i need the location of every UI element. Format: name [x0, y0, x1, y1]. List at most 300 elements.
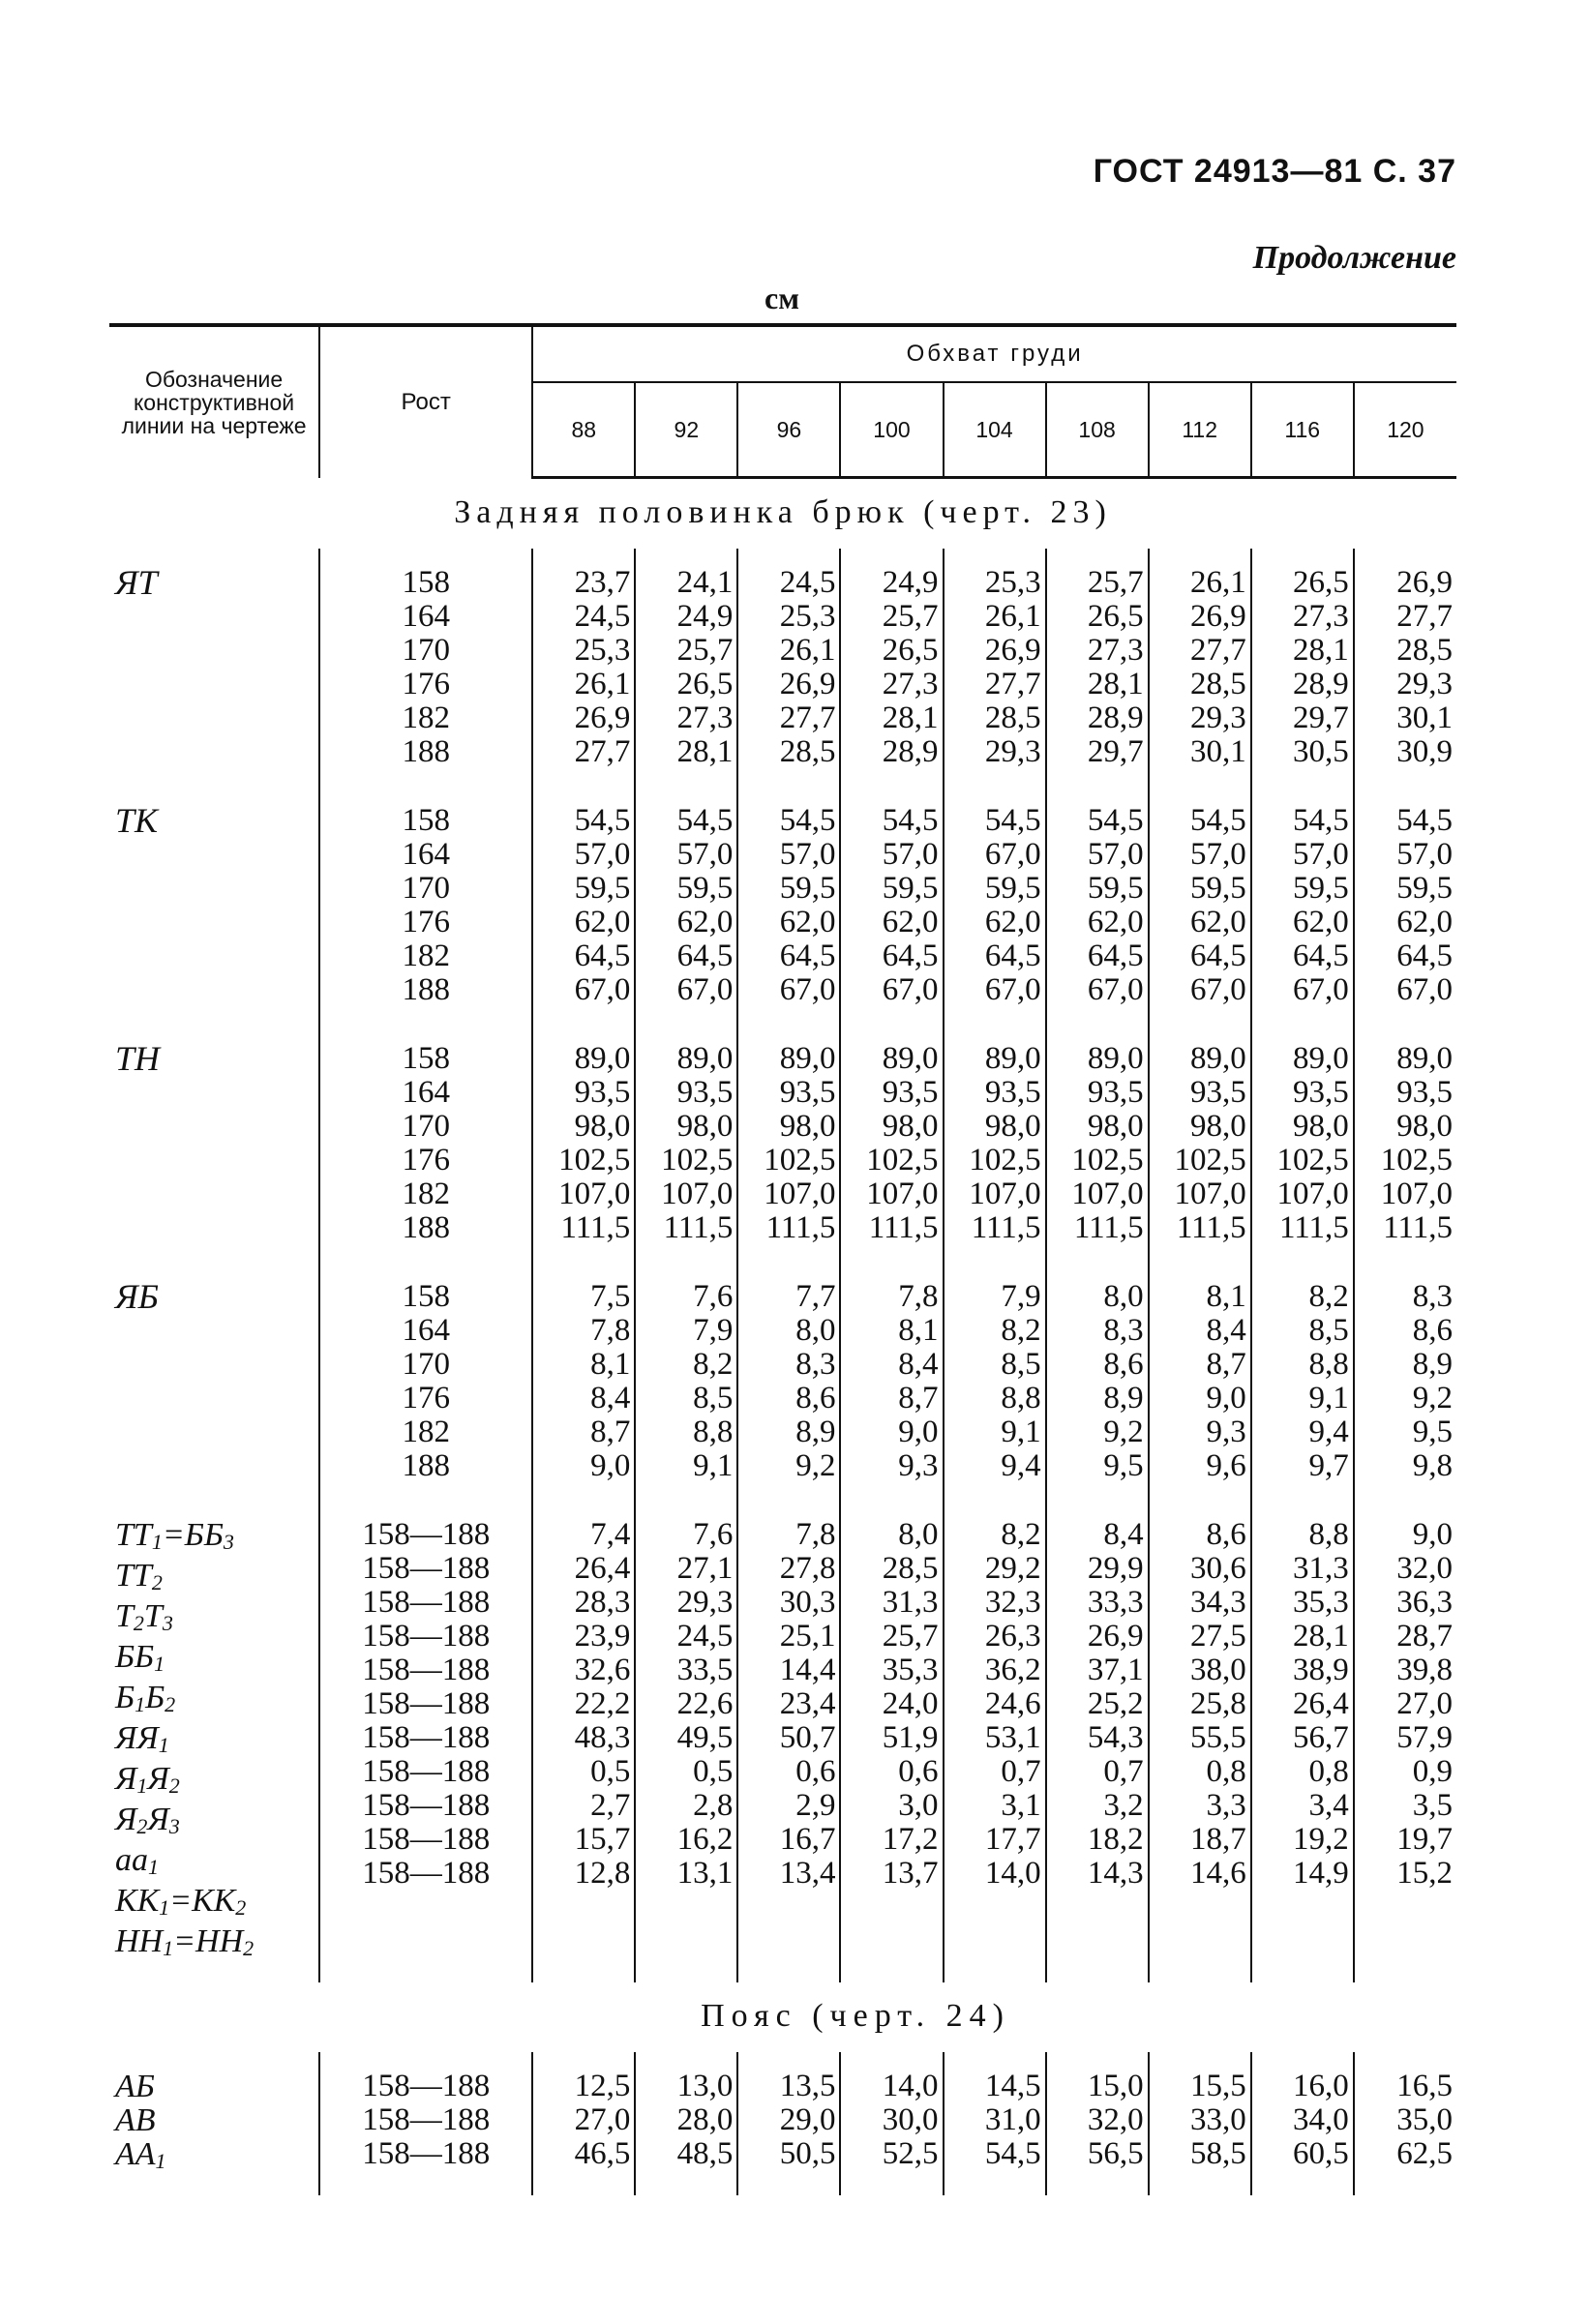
measure-value: 27,5: [1189, 1619, 1246, 1654]
measure-value: 13,7: [882, 1856, 939, 1891]
measure-value: 89,0: [1189, 1041, 1246, 1076]
measure-value: 9,0: [898, 1415, 939, 1449]
height-value: 176: [402, 667, 450, 701]
line-designation: ТТ1=ББ3: [115, 1517, 234, 1554]
measure-value: 8,1: [898, 1313, 939, 1348]
measure-value: 56,7: [1293, 1720, 1349, 1755]
measure-value: 8,2: [693, 1347, 734, 1382]
measure-value: 28,1: [1087, 667, 1144, 701]
measure-value: 36,2: [984, 1653, 1041, 1687]
measure-value: 59,5: [1189, 871, 1246, 906]
measure-value: 28,1: [1293, 633, 1349, 668]
measure-value: 2,7: [590, 1788, 631, 1823]
measure-value: 0,6: [898, 1754, 939, 1789]
measure-value: 2,8: [693, 1788, 734, 1823]
measure-value: 13,1: [676, 1856, 734, 1891]
measure-value: 8,1: [590, 1347, 631, 1382]
line-designation: АА1: [115, 2136, 166, 2173]
height-value: 164: [402, 599, 450, 634]
measure-value: 26,4: [1293, 1686, 1349, 1721]
measure-group: [109, 1025, 1456, 1263]
height-value: 176: [402, 1381, 450, 1415]
measure-value: 27,7: [1189, 633, 1246, 668]
measure-value: 13,0: [676, 2069, 734, 2103]
measure-value: 28,1: [882, 700, 939, 735]
chest-size-header: 88: [532, 382, 635, 478]
measure-value: 64,5: [984, 939, 1041, 973]
measure-value: 9,2: [1412, 1381, 1453, 1415]
measure-value: 62,0: [1293, 905, 1349, 939]
chest-size-header: 116: [1251, 382, 1354, 478]
measure-value: 89,0: [779, 1041, 836, 1076]
measure-value: 35,3: [1293, 1585, 1349, 1620]
measure-value: 98,0: [574, 1109, 631, 1144]
measure-value: 57,0: [1293, 837, 1349, 872]
measure-value: 8,4: [898, 1347, 939, 1382]
measure-value: 67,0: [676, 972, 734, 1007]
measure-value: 14,5: [984, 2069, 1041, 2103]
height-value: 158—188: [362, 2136, 491, 2171]
measure-value: 67,0: [882, 972, 939, 1007]
height-value: 158—188: [362, 1653, 491, 1687]
height-value: 158—188: [362, 1585, 491, 1620]
measure-value: 93,5: [676, 1075, 734, 1110]
measure-value: 8,8: [1001, 1381, 1041, 1415]
measure-value: 8,5: [1308, 1313, 1349, 1348]
height-value: 170: [402, 1347, 450, 1382]
measure-value: 51,9: [882, 1720, 939, 1755]
measure-value: 98,0: [1189, 1109, 1246, 1144]
chest-header: Обхват груди: [532, 325, 1456, 382]
measure-value: 0,7: [1103, 1754, 1144, 1789]
measure-value: 30,3: [779, 1585, 836, 1620]
measure-value: 8,4: [590, 1381, 631, 1415]
measure-value: 27,3: [676, 700, 734, 735]
measure-value: 27,7: [574, 734, 631, 769]
chest-size-header: 120: [1354, 382, 1456, 478]
measure-value: 102,5: [1174, 1143, 1246, 1177]
measure-value: 9,1: [693, 1448, 734, 1483]
measure-value: 18,7: [1189, 1822, 1246, 1857]
measure-value: 54,5: [882, 803, 939, 838]
measure-value: 64,5: [1396, 939, 1453, 973]
measure-value: 3,0: [898, 1788, 939, 1823]
measure-value: 52,5: [882, 2136, 939, 2171]
measure-value: 55,5: [1189, 1720, 1246, 1755]
chest-size-header: 112: [1149, 382, 1251, 478]
measure-value: 64,5: [1087, 939, 1144, 973]
measure-value: 31,0: [984, 2102, 1041, 2137]
measure-value: 26,1: [779, 633, 836, 668]
measure-value: 8,0: [795, 1313, 836, 1348]
height-value: 158—188: [362, 1720, 491, 1755]
measure-value: 3,3: [1206, 1788, 1246, 1823]
measure-value: 57,0: [574, 837, 631, 872]
measure-value: 16,0: [1293, 2069, 1349, 2103]
measure-value: 50,5: [779, 2136, 836, 2171]
measure-value: 48,5: [676, 2136, 734, 2171]
measure-value: 9,1: [1001, 1415, 1041, 1449]
measure-value: 8,0: [898, 1517, 939, 1552]
measure-value: 8,2: [1308, 1279, 1349, 1314]
measure-value: 30,0: [882, 2102, 939, 2137]
measure-value: 19,7: [1396, 1822, 1453, 1857]
measure-value: 8,6: [795, 1381, 836, 1415]
height-value: 158: [402, 1279, 450, 1314]
measure-value: 7,5: [590, 1279, 631, 1314]
measure-value: 17,2: [882, 1822, 939, 1857]
measure-value: 62,0: [574, 905, 631, 939]
line-designation: ЯБ: [109, 1263, 319, 1501]
measure-value: 24,0: [882, 1686, 939, 1721]
measure-value: 98,0: [779, 1109, 836, 1144]
line-designation: ЯЯ1: [115, 1720, 169, 1757]
measure-value: 23,9: [574, 1619, 631, 1654]
measure-value: 102,5: [1071, 1143, 1144, 1177]
height-value: 158: [402, 803, 450, 838]
measure-value: 8,6: [1206, 1517, 1246, 1552]
measure-value: 54,5: [1087, 803, 1144, 838]
line-designation: аа1: [115, 1842, 159, 1879]
measure-value: 31,3: [882, 1585, 939, 1620]
line-designation: НН1=НН2: [115, 1923, 255, 1960]
measure-value: 107,0: [969, 1177, 1041, 1211]
measure-value: 93,5: [574, 1075, 631, 1110]
measure-value: 24,5: [779, 565, 836, 600]
measure-value: 98,0: [1396, 1109, 1453, 1144]
measure-value: 27,1: [676, 1551, 734, 1586]
height-value: 158—188: [362, 1686, 491, 1721]
measure-value: 0,9: [1412, 1754, 1453, 1789]
measure-value: 9,4: [1308, 1415, 1349, 1449]
line-designation: АБ: [115, 2069, 155, 2104]
measure-value: 8,1: [1206, 1279, 1246, 1314]
measure-value: 59,5: [1087, 871, 1144, 906]
measure-value: 25,3: [779, 599, 836, 634]
measure-value: 59,5: [882, 871, 939, 906]
height-value: 158—188: [362, 1517, 491, 1552]
measure-value: 89,0: [676, 1041, 734, 1076]
measure-value: 32,6: [574, 1653, 631, 1687]
measure-value: 31,3: [1293, 1551, 1349, 1586]
measure-value: 107,0: [1276, 1177, 1349, 1211]
measure-value: 8,6: [1103, 1347, 1144, 1382]
measure-value: 64,5: [1293, 939, 1349, 973]
measure-value: 26,9: [984, 633, 1041, 668]
measure-value: 111,5: [1176, 1210, 1246, 1245]
measure-value: 98,0: [1293, 1109, 1349, 1144]
measure-value: 111,5: [868, 1210, 939, 1245]
measure-value: 89,0: [984, 1041, 1041, 1076]
measure-value: 14,6: [1189, 1856, 1246, 1891]
measure-value: 9,4: [1001, 1448, 1041, 1483]
measure-value: 28,3: [574, 1585, 631, 1620]
measure-value: 64,5: [676, 939, 734, 973]
measure-value: 107,0: [866, 1177, 939, 1211]
measure-value: 25,7: [1087, 565, 1144, 600]
measure-value: 8,8: [693, 1415, 734, 1449]
height-value: 182: [402, 1177, 450, 1211]
measure-value: 22,6: [676, 1686, 734, 1721]
measure-value: 14,3: [1087, 1856, 1144, 1891]
chest-size-header: 92: [635, 382, 737, 478]
measure-value: 16,2: [676, 1822, 734, 1857]
measure-value: 102,5: [1276, 1143, 1349, 1177]
measure-value: 8,3: [795, 1347, 836, 1382]
measure-value: 29,7: [1087, 734, 1144, 769]
measure-value: 9,5: [1103, 1448, 1144, 1483]
measure-value: 111,5: [663, 1210, 734, 1245]
measure-value: 24,9: [676, 599, 734, 634]
height-value: 188: [402, 734, 450, 769]
measure-value: 14,0: [984, 1856, 1041, 1891]
measure-value: 89,0: [1293, 1041, 1349, 1076]
measure-value: 7,9: [693, 1313, 734, 1348]
measure-value: 15,0: [1087, 2069, 1144, 2103]
measure-value: 9,7: [1308, 1448, 1349, 1483]
measure-value: 28,7: [1396, 1619, 1453, 1654]
measure-value: 59,5: [984, 871, 1041, 906]
measure-value: 30,1: [1189, 734, 1246, 769]
measure-value: 98,0: [1087, 1109, 1144, 1144]
measure-value: 7,7: [795, 1279, 836, 1314]
height-value: 158—188: [362, 1754, 491, 1789]
measure-value: 29,3: [984, 734, 1041, 769]
measure-value: 29,9: [1087, 1551, 1144, 1586]
measure-value: 26,9: [1396, 565, 1453, 600]
line-designation: ТК: [109, 787, 319, 1025]
measure-value: 3,4: [1308, 1788, 1349, 1823]
measure-value: 111,5: [1383, 1210, 1453, 1245]
measure-value: 0,6: [795, 1754, 836, 1789]
measure-value: 25,3: [984, 565, 1041, 600]
measure-value: 24,5: [574, 599, 631, 634]
measure-value: 62,5: [1396, 2136, 1453, 2171]
measure-value: 16,7: [779, 1822, 836, 1857]
measure-value: 54,5: [984, 2136, 1041, 2171]
measurements-table: [109, 323, 1456, 2195]
measure-value: 58,5: [1189, 2136, 1246, 2171]
line-designation: ББ1: [115, 1639, 165, 1676]
measure-value: 48,3: [574, 1720, 631, 1755]
measure-value: 28,5: [984, 700, 1041, 735]
measure-value: 28,9: [882, 734, 939, 769]
measure-value: 23,7: [574, 565, 631, 600]
measure-value: 38,9: [1293, 1653, 1349, 1687]
measure-value: 27,0: [1396, 1686, 1453, 1721]
measure-value: 26,5: [1293, 565, 1349, 600]
measure-value: 62,0: [1396, 905, 1453, 939]
section-title-back: Задняя половинка брюк (черт. 23): [454, 493, 1112, 530]
measure-value: 18,2: [1087, 1822, 1144, 1857]
height-value: 182: [402, 700, 450, 735]
measure-value: 9,3: [1206, 1415, 1246, 1449]
measure-value: 0,8: [1308, 1754, 1349, 1789]
height-value: 188: [402, 1210, 450, 1245]
measure-value: 57,0: [1087, 837, 1144, 872]
page-header: ГОСТ 24913—81 С. 37: [1093, 153, 1456, 190]
unit-label: см: [765, 281, 799, 315]
measure-value: 62,0: [676, 905, 734, 939]
measure-value: 28,9: [1087, 700, 1144, 735]
measure-value: 19,2: [1293, 1822, 1349, 1857]
measure-value: 27,7: [1396, 599, 1453, 634]
measure-value: 27,3: [1087, 633, 1144, 668]
measure-value: 54,5: [1293, 803, 1349, 838]
measure-value: 62,0: [1189, 905, 1246, 939]
measure-value: 8,4: [1206, 1313, 1246, 1348]
measure-value: 93,5: [1293, 1075, 1349, 1110]
measure-value: 7,6: [693, 1279, 734, 1314]
measure-value: 107,0: [1174, 1177, 1246, 1211]
measure-value: 7,4: [590, 1517, 631, 1552]
measure-value: 89,0: [1087, 1041, 1144, 1076]
measure-value: 67,0: [574, 972, 631, 1007]
measure-value: 8,9: [1412, 1347, 1453, 1382]
measure-value: 93,5: [882, 1075, 939, 1110]
measure-value: 29,0: [779, 2102, 836, 2137]
measure-value: 32,0: [1396, 1551, 1453, 1586]
measure-value: 59,5: [779, 871, 836, 906]
measure-value: 89,0: [882, 1041, 939, 1076]
measure-value: 35,0: [1396, 2102, 1453, 2137]
measure-value: 12,5: [574, 2069, 631, 2103]
measure-value: 107,0: [661, 1177, 734, 1211]
measure-value: 67,0: [984, 972, 1041, 1007]
measure-value: 89,0: [1396, 1041, 1453, 1076]
measure-value: 26,1: [984, 599, 1041, 634]
measure-value: 25,8: [1189, 1686, 1246, 1721]
measure-value: 59,5: [1293, 871, 1349, 906]
measure-value: 98,0: [984, 1109, 1041, 1144]
height-value: 188: [402, 972, 450, 1007]
height-value: 176: [402, 1143, 450, 1177]
measure-value: 27,3: [1293, 599, 1349, 634]
measure-value: 98,0: [676, 1109, 734, 1144]
measure-value: 12,8: [574, 1856, 631, 1891]
measure-value: 26,9: [574, 700, 631, 735]
measure-value: 57,0: [1396, 837, 1453, 872]
height-header: Рост: [319, 325, 532, 478]
measure-value: 14,9: [1293, 1856, 1349, 1891]
measure-value: 93,5: [1396, 1075, 1453, 1110]
measure-value: 57,0: [676, 837, 734, 872]
measure-value: 25,7: [676, 633, 734, 668]
height-value: 158—188: [362, 1551, 491, 1586]
measure-value: 3,2: [1103, 1788, 1144, 1823]
measure-value: 56,5: [1087, 2136, 1144, 2171]
measure-value: 57,0: [882, 837, 939, 872]
line-designation: Я2Я3: [115, 1802, 180, 1838]
measure-value: 27,0: [574, 2102, 631, 2137]
measure-value: 7,9: [1001, 1279, 1041, 1314]
measure-value: 67,0: [779, 972, 836, 1007]
measure-value: 29,3: [1189, 700, 1246, 735]
measure-value: 8,0: [1103, 1279, 1144, 1314]
measure-value: 8,5: [693, 1381, 734, 1415]
measure-value: 37,1: [1087, 1653, 1144, 1687]
measure-value: 15,2: [1396, 1856, 1453, 1891]
measure-value: 9,3: [898, 1448, 939, 1483]
height-value: 188: [402, 1448, 450, 1483]
measure-value: 15,5: [1189, 2069, 1246, 2103]
measure-value: 9,6: [1206, 1448, 1246, 1483]
measure-group: [109, 1501, 1456, 1982]
measure-value: 111,5: [560, 1210, 631, 1245]
measure-value: 8,6: [1412, 1313, 1453, 1348]
measure-value: 9,8: [1412, 1448, 1453, 1483]
measure-value: 7,8: [590, 1313, 631, 1348]
measure-value: 26,5: [676, 667, 734, 701]
section-title-belt: Пояс (черт. 24): [701, 1997, 1010, 2034]
measure-value: 13,5: [779, 2069, 836, 2103]
measure-value: 62,0: [779, 905, 836, 939]
measure-value: 59,5: [1396, 871, 1453, 906]
measure-value: 0,7: [1001, 1754, 1041, 1789]
measure-value: 64,5: [779, 939, 836, 973]
height-value: 158—188: [362, 1822, 491, 1857]
height-value: 158: [402, 565, 450, 600]
measure-value: 93,5: [1087, 1075, 1144, 1110]
height-value: 158—188: [362, 2102, 491, 2137]
measure-value: 22,2: [574, 1686, 631, 1721]
measure-value: 23,4: [779, 1686, 836, 1721]
measure-value: 102,5: [969, 1143, 1041, 1177]
measure-value: 54,3: [1087, 1720, 1144, 1755]
measure-value: 7,8: [795, 1517, 836, 1552]
measure-value: 24,1: [676, 565, 734, 600]
measure-value: 102,5: [866, 1143, 939, 1177]
measure-value: 57,0: [779, 837, 836, 872]
continuation-label: Продолжение: [1252, 240, 1456, 276]
measure-value: 38,0: [1189, 1653, 1246, 1687]
line-designation: ЯТ: [109, 549, 319, 787]
measure-value: 28,5: [882, 1551, 939, 1586]
line-designation: Я1Я2: [115, 1761, 180, 1798]
measure-value: 67,0: [1396, 972, 1453, 1007]
measure-value: 0,5: [590, 1754, 631, 1789]
height-value: 176: [402, 905, 450, 939]
measure-value: 49,5: [676, 1720, 734, 1755]
height-value: 158—188: [362, 1856, 491, 1891]
measure-value: 26,9: [1087, 1619, 1144, 1654]
measure-value: 33,0: [1189, 2102, 1246, 2137]
height-value: 158—188: [362, 2069, 491, 2103]
measure-value: 67,0: [1087, 972, 1144, 1007]
measure-value: 9,0: [590, 1448, 631, 1483]
measure-value: 93,5: [779, 1075, 836, 1110]
measure-value: 8,8: [1308, 1347, 1349, 1382]
measure-value: 25,7: [882, 599, 939, 634]
measure-value: 102,5: [661, 1143, 734, 1177]
measure-value: 54,5: [779, 803, 836, 838]
height-value: 158: [402, 1041, 450, 1076]
measure-value: 54,5: [1396, 803, 1453, 838]
measure-value: 8,4: [1103, 1517, 1144, 1552]
measure-value: 24,6: [984, 1686, 1041, 1721]
measure-value: 30,5: [1293, 734, 1349, 769]
measure-value: 93,5: [984, 1075, 1041, 1110]
measure-value: 8,2: [1001, 1517, 1041, 1552]
measure-value: 102,5: [1380, 1143, 1453, 1177]
measure-value: 102,5: [558, 1143, 631, 1177]
line-designation: Б1Б2: [115, 1680, 176, 1716]
chest-size-header: 104: [944, 382, 1046, 478]
measure-value: 67,0: [1189, 972, 1246, 1007]
measure-value: 30,9: [1396, 734, 1453, 769]
measure-value: 3,5: [1412, 1788, 1453, 1823]
designation-header: Обозначение конструктивной линии на чертеже: [109, 325, 319, 478]
